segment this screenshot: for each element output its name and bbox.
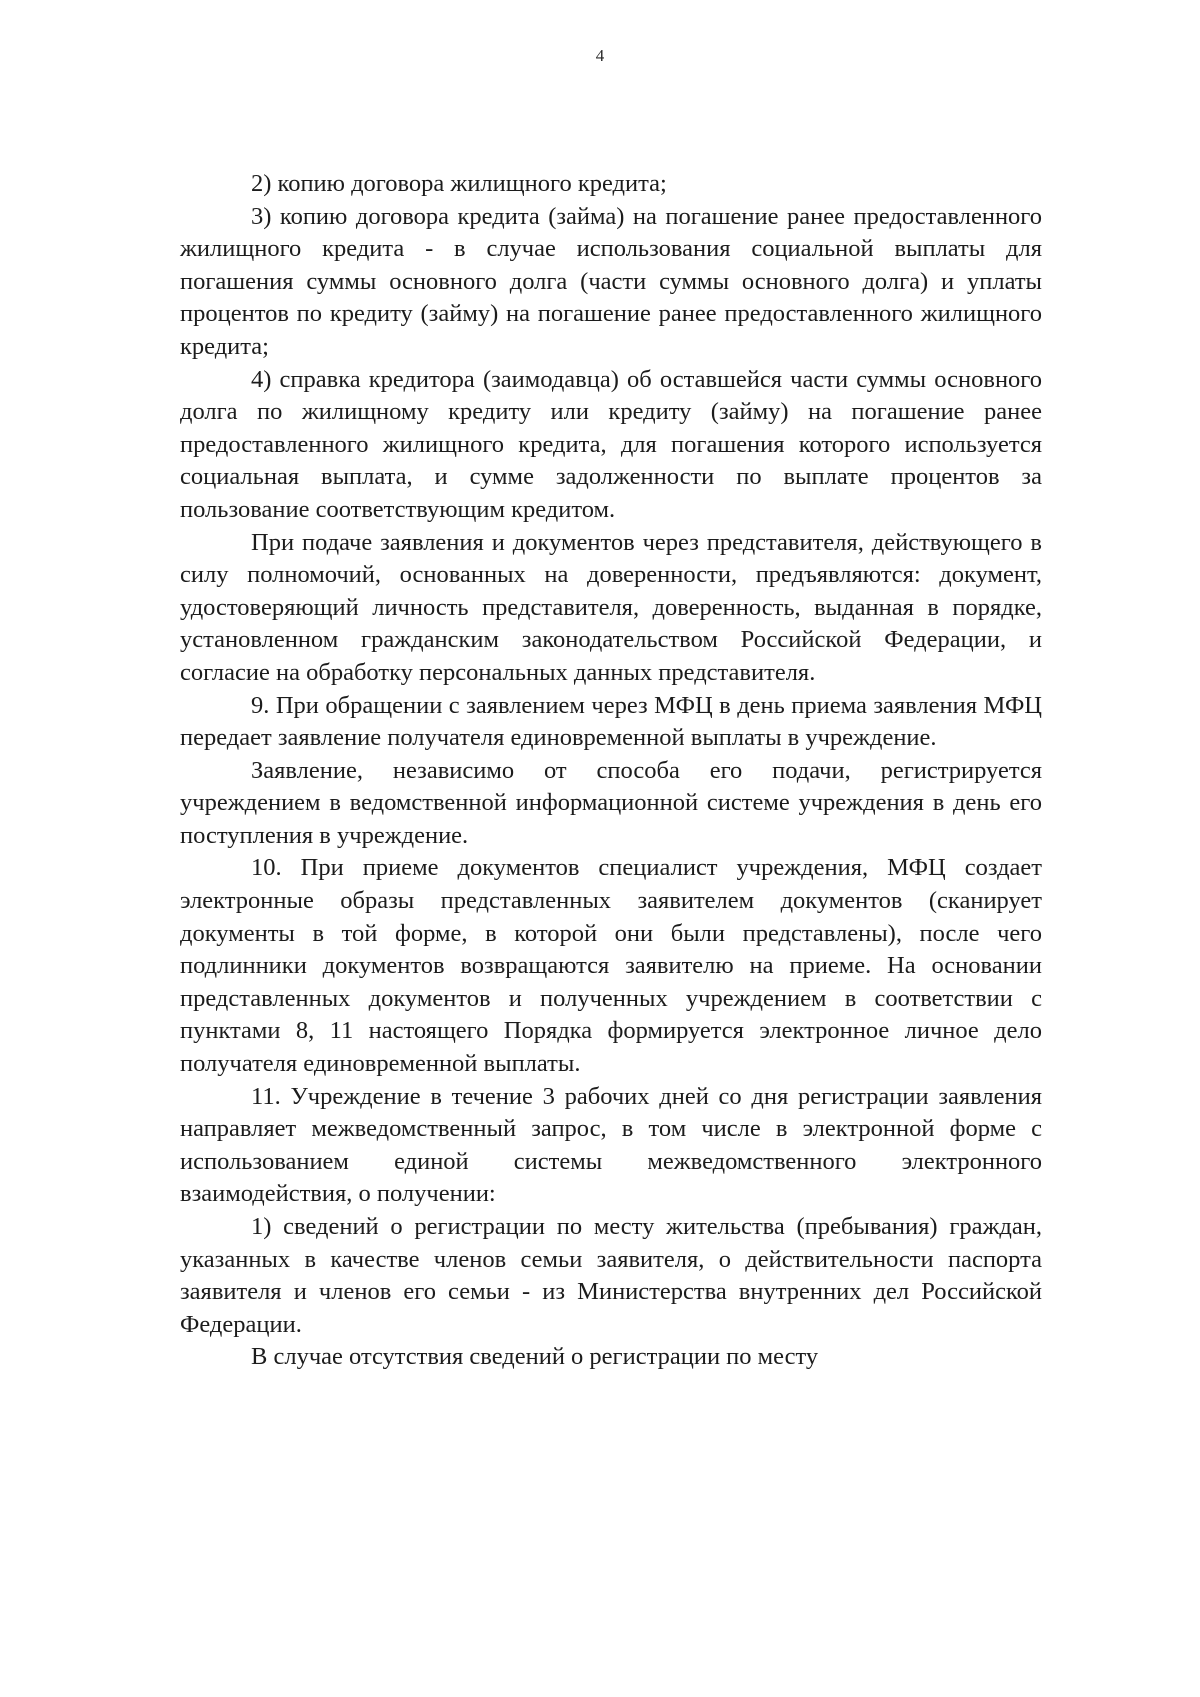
paragraph-clause-9: 9. При обращении с заявлением через МФЦ в день приема заявления МФЦ передает заявление получателя единовременной выплаты в учреждение. [180,691,1042,752]
page-number: 4 [595,46,605,65]
document-body [180,168,1042,1374]
paragraph-clause-11-item-1: 1) сведений о регистрации по месту жительства (пребывания) граждан, указанных в качестве членов семьи заявителя, о действительности паспорта заявителя и членов его семьи - из Министерства внутренних дел Российской Федерации. [180,1213,1042,1338]
paragraph-absence-of-info: В случае отсутствия сведений о регистрации по месту [251,1343,819,1371]
paragraph-representative: При подаче заявления и документов через представителя, действующего в силу полномочий, основанных на доверенности, предъявляются: документ, удостоверяющий личность представителя, доверенность, выданная в порядке, установленном гражданским законодательством Российской Федерации, и согласие на обработку персональных данных представителя. [180,528,1042,686]
paragraph-item-4: 4) справка кредитора (заимодавца) об оставшейся части суммы основного долга по жилищному кредиту или кредиту (займу) на погашение ранее предоставленного жилищного кредита, для погашения которого используется социальная выплата, и сумме задолженности по выплате процентов за пользование соответствующим кредитом. [180,365,1042,523]
paragraph-clause-11: 11. Учреждение в течение 3 рабочих дней со дня регистрации заявления направляет межведомственный запрос, в том числе в электронной форме с использованием единой системы межведомственного электронного взаимодействия, о получении: [180,1082,1042,1208]
paragraph-registration: Заявление, независимо от способа его подачи, регистрируется учреждением в ведомственной информационной системе учреждения в день его поступления в учреждение. [180,756,1042,849]
paragraph-clause-10: 10. При приеме документов специалист учреждения, МФЦ создает электронные образы представленных заявителем документов (сканирует документы в той форме, в которой они были представлены), после чего подлинники документов возвращаются заявителю на приеме. На основании представленных документов и полученных учреждением в соответствии с пунктами 8, 11 настоящего Порядка формируется электронное личное дело получателя единовременной выплаты. [180,854,1042,1078]
paragraph-item-2: 2) копию договора жилищного кредита; [251,170,667,197]
paragraph-item-3: 3) копию договора кредита (займа) на погашение ранее предоставленного жилищного кредита - в случае использования социальной выплаты для погашения суммы основного долга (части суммы основного долга) и уплаты процентов по кредиту (займу) на погашение ранее предоставленного жилищного кредита; [180,202,1042,360]
